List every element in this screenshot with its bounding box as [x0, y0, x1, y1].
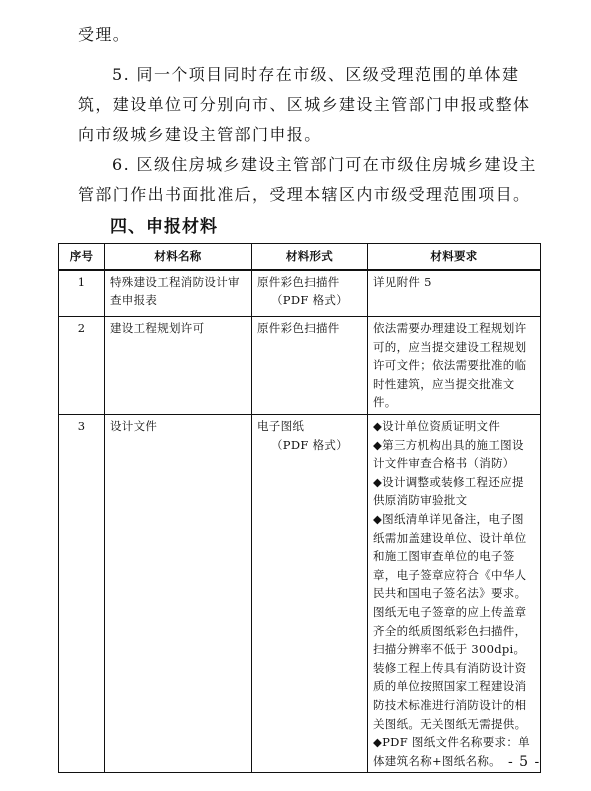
paragraph-item-6: 6. 区级住房城乡建设主管部门可在市级住房城乡建设主管部门作出书面批准后，受理本辖区内市级受理范围项目。 — [78, 155, 537, 204]
requirement-item: 依法需要办理建设工程规划许可的，应当提交建设工程规划许可文件；依法需要批准的临时性建筑，应当提交批准文件。 — [373, 321, 527, 410]
requirement-item: ◆设计单位资质证明文件 — [373, 419, 501, 434]
paragraph-item-5: 5. 同一个项目同时存在市级、区级受理范围的单体建筑，建设单位可分别向市、区城乡建设主管部门申报或整体向市级城乡建设主管部门申报。 — [78, 65, 531, 144]
row-requirements — [368, 317, 541, 415]
row-requirements — [368, 415, 541, 773]
header-seq: 序号 — [59, 244, 105, 270]
form-line2: （PDF 格式） — [271, 437, 348, 452]
table-row — [59, 415, 541, 773]
row-seq: 1 — [59, 270, 105, 317]
form-line1: 原件彩色扫描件 — [257, 274, 340, 289]
paragraph-continuation: 受理。 — [78, 25, 131, 44]
header-requirements: 材料要求 — [368, 244, 541, 270]
section-heading: 四、申报材料 — [110, 217, 218, 237]
row-name: 建设工程规划许可 — [105, 317, 252, 415]
table-header-row — [59, 244, 541, 270]
requirement-item: ◆设计调整或装修工程还应提供原消防审验批文 — [373, 474, 524, 508]
table-row — [59, 317, 541, 415]
row-seq: 3 — [59, 415, 105, 773]
header-form: 材料形式 — [252, 244, 368, 270]
form-line1: 原件彩色扫描件 — [257, 321, 340, 336]
row-form — [252, 317, 368, 415]
requirement-item: 详见附件 5 — [373, 274, 432, 289]
page-number: - 5 - — [508, 754, 541, 770]
row-name: 特殊建设工程消防设计审查申报表 — [105, 270, 252, 317]
requirement-item: ◆第三方机构出具的施工图设计文件审查合格书（消防） — [373, 437, 524, 471]
table-row — [59, 270, 541, 317]
header-name: 材料名称 — [105, 244, 252, 270]
row-requirements — [368, 270, 541, 317]
row-form — [252, 415, 368, 773]
form-line2: （PDF 格式） — [271, 293, 348, 308]
requirement-item: ◆PDF 图纸文件名称要求：单体建筑名称+图纸名称。 — [373, 735, 530, 768]
row-form — [252, 270, 368, 317]
form-line1: 电子图纸 — [257, 419, 305, 434]
row-name: 设计文件 — [105, 415, 252, 773]
requirement-item: ◆图纸清单详见备注，电子图纸需加盖建设单位、设计单位和施工图审查单位的电子签章，电子签章应符合《中华人民共和国电子签名法》要求。图纸无电子签章的应上传盖章齐全的纸质图纸彩色扫描件，扫描分辨率不低于 300dpi。装修工程上传具有消防设计资质的单位按照国家工程建设消防技术标准进行消防设计的相关图纸。无关图纸无需提供。 — [373, 512, 527, 731]
row-seq: 2 — [59, 317, 105, 415]
materials-table — [58, 243, 541, 773]
